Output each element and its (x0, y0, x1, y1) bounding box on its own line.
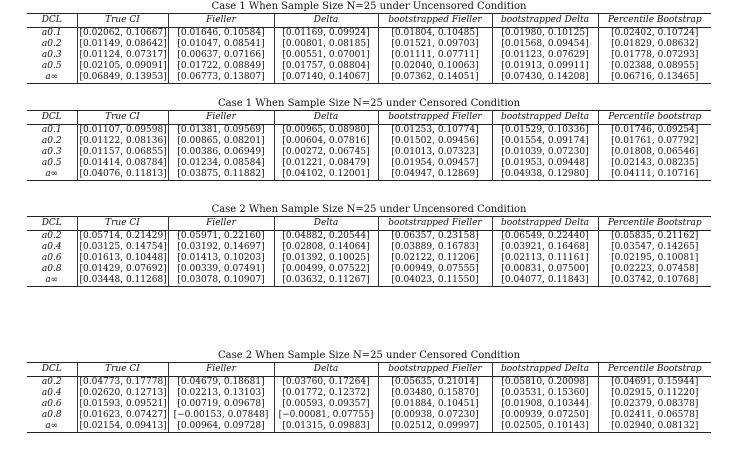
column-header: bootstrapped Delta (492, 217, 598, 231)
table-caption: Case 2 When Sample Size N=25 under Censored Condition (217, 350, 521, 361)
table-cell: [0.00637, 0.07166] (168, 50, 274, 61)
table-cell: [0.01568, 0.09454] (492, 39, 598, 50)
table-cell: [0.01221, 0.08479] (274, 158, 378, 169)
column-header: bootstrapped Delta (492, 363, 598, 377)
table-cell: [0.01980, 0.10125] (492, 28, 598, 40)
table-cell: [0.00949, 0.07555] (378, 264, 492, 275)
table-cell: [0.01047, 0.08541] (168, 39, 274, 50)
table-cell: [0.06849, 0.13953] (77, 72, 168, 84)
table-header-row (27, 217, 711, 231)
column-header: DCL (41, 364, 62, 374)
column-header: Percentile Bootstrap (598, 363, 711, 377)
table-cell: [0.02388, 0.08955] (598, 61, 711, 72)
table-cell: [0.05635, 0.21014] (378, 377, 492, 389)
row-label: a0.6 (41, 253, 62, 263)
column-header: Fieller (168, 363, 274, 377)
table-cell: [0.04773, 0.17778] (77, 377, 168, 389)
table-cell: [0.01593, 0.09521] (77, 399, 168, 410)
table-cell: [0.02062, 0.10667] (77, 28, 168, 40)
column-header: Fieller (168, 217, 274, 231)
table-header-row (27, 111, 711, 125)
row-label: a0.1 (41, 125, 62, 135)
row-label: a0.2 (41, 377, 62, 387)
table-cell: [0.04076, 0.11813] (77, 169, 168, 181)
row-label: a0.2 (41, 39, 62, 49)
table-cell: [0.00499, 0.07522] (274, 264, 378, 275)
table-cell: [0.03742, 0.10768] (598, 275, 711, 287)
table-row (27, 231, 711, 243)
table-cell: [0.02915, 0.11220] (598, 388, 711, 399)
row-label: a0.6 (41, 399, 62, 409)
table-cell: [0.00604, 0.07816] (274, 136, 378, 147)
table-cell: [0.00831, 0.07500] (492, 264, 598, 275)
table-cell: [0.00965, 0.08980] (274, 125, 378, 137)
table-cell: [0.00719, 0.09678] (168, 399, 274, 410)
table-row (27, 388, 711, 399)
table-cell: [0.07140, 0.14067] (274, 72, 378, 84)
table-cell: [0.05835, 0.21162] (598, 231, 711, 243)
column-header: DCL (41, 15, 62, 25)
table-row (27, 61, 711, 72)
table-row (27, 50, 711, 61)
table-cell: [0.02411, 0.06578] (598, 410, 711, 421)
table-cell: [0.04679, 0.18681] (168, 377, 274, 389)
table-cell: [0.01122, 0.08136] (77, 136, 168, 147)
column-header: Delta (274, 14, 378, 28)
row-label: a0.1 (41, 28, 62, 38)
table-row (27, 242, 711, 253)
table-cell: [0.01502, 0.09456] (378, 136, 492, 147)
row-label: a0.8 (41, 410, 62, 420)
table-row (27, 125, 711, 137)
table-cell: [0.03632, 0.11267] (274, 275, 378, 287)
table-cell: [0.02105, 0.09091] (77, 61, 168, 72)
table-cell: [0.03875, 0.11882] (168, 169, 274, 181)
table-cell: [0.01884, 0.10451] (378, 399, 492, 410)
row-label: a0.3 (41, 50, 62, 60)
table-cell: [0.01521, 0.09703] (378, 39, 492, 50)
table-case1-censored (27, 98, 711, 181)
table-cell: [0.03078, 0.10907] (168, 275, 274, 287)
table-cell: [0.01646, 0.10584] (168, 28, 274, 40)
table-cell: [0.03125, 0.14754] (77, 242, 168, 253)
table-cell: [0.04947, 0.12869] (378, 169, 492, 181)
table-cell: [0.00939, 0.07250] (492, 410, 598, 421)
table-cell: [0.06549, 0.22440] (492, 231, 598, 243)
table-cell: [0.05714, 0.21429] (77, 231, 168, 243)
table-cell: [0.00386, 0.06949] (168, 147, 274, 158)
table-cell: [0.01414, 0.08784] (77, 158, 168, 169)
table-cell: [0.00964, 0.09728] (168, 421, 274, 433)
table-cell: [0.03480, 0.15870] (378, 388, 492, 399)
table-cell: [0.03448, 0.11268] (77, 275, 168, 287)
table-cell: [0.04102, 0.12001] (274, 169, 378, 181)
table-caption: Case 2 When Sample Size N=25 under Uncensored Condition (211, 204, 527, 215)
table-cell: [0.01808, 0.06546] (598, 147, 711, 158)
column-header: bootstrapped Fieller (378, 217, 492, 231)
table-cell: [0.01804, 0.10485] (378, 28, 492, 40)
column-header: Percentile Bootstrap (598, 14, 711, 28)
row-label: a∞ (45, 275, 59, 285)
table-row (27, 136, 711, 147)
table-cell: [0.02113, 0.11161] (492, 253, 598, 264)
table-case2-censored (27, 350, 711, 433)
column-header: True CI (77, 217, 168, 231)
table-row (27, 421, 711, 433)
row-label: a0.4 (41, 242, 62, 252)
table-case2-uncensored (27, 204, 711, 287)
column-header: DCL (41, 112, 62, 122)
table-row (27, 275, 711, 287)
table-row (27, 253, 711, 264)
table-cell: [0.01381, 0.09569] (168, 125, 274, 137)
table-cell: [0.01757, 0.08804] (274, 61, 378, 72)
column-header: True CI (77, 363, 168, 377)
table-cell: [0.01761, 0.07792] (598, 136, 711, 147)
table-cell: [0.01954, 0.09457] (378, 158, 492, 169)
table-cell: [0.03547, 0.14265] (598, 242, 711, 253)
table-cell: [0.01107, 0.09598] (77, 125, 168, 137)
table-cell: [0.02940, 0.08132] (598, 421, 711, 433)
table-cell: [0.02122, 0.11206] (378, 253, 492, 264)
table-row (27, 399, 711, 410)
table-cell: [0.02505, 0.10143] (492, 421, 598, 433)
table-cell: [0.04882, 0.20544] (274, 231, 378, 243)
table-cell: [0.01429, 0.07692] (77, 264, 168, 275)
table-cell: [0.01157, 0.06855] (77, 147, 168, 158)
table-cell: [0.01124, 0.07317] (77, 50, 168, 61)
column-header: DCL (41, 218, 62, 228)
row-label: a0.5 (41, 158, 62, 168)
ci-table (27, 110, 711, 181)
table-cell: [0.01111, 0.07711] (378, 50, 492, 61)
table-row (27, 72, 711, 84)
table-cell: [0.01746, 0.09254] (598, 125, 711, 137)
table-cell: [0.01722, 0.08849] (168, 61, 274, 72)
column-header: Percentile Bootstrap (598, 217, 711, 231)
ci-table (27, 216, 711, 287)
table-cell: [0.01392, 0.10025] (274, 253, 378, 264)
column-header: bootstrapped Fieller (378, 363, 492, 377)
table-cell: [0.01772, 0.12372] (274, 388, 378, 399)
table-cell: [0.01778, 0.07293] (598, 50, 711, 61)
table-cell: [0.02040, 0.10063] (378, 61, 492, 72)
table-cell: [0.00551, 0.07001] (274, 50, 378, 61)
table-cell: [0.06357, 0.23158] (378, 231, 492, 243)
table-row (27, 28, 711, 40)
table-cell: [0.01908, 0.10344] (492, 399, 598, 410)
table-cell: [0.01315, 0.09883] (274, 421, 378, 433)
table-cell: [−0.00081, 0.07755] (274, 410, 378, 421)
row-label: a0.4 (41, 388, 62, 398)
table-cell: [0.02143, 0.08235] (598, 158, 711, 169)
table-cell: [0.00938, 0.07230] (378, 410, 492, 421)
row-label: a0.2 (41, 136, 62, 146)
ci-table (27, 362, 711, 433)
row-label: a∞ (45, 72, 59, 82)
table-case1-uncensored (27, 1, 711, 84)
table-cell: [0.04023, 0.11550] (378, 275, 492, 287)
table-cell: [0.01013, 0.07323] (378, 147, 492, 158)
table-row (27, 158, 711, 169)
table-cell: [0.02379, 0.08378] (598, 399, 711, 410)
table-cell: [0.02512, 0.09997] (378, 421, 492, 433)
table-cell: [0.02620, 0.12713] (77, 388, 168, 399)
table-cell: [0.05810, 0.20098] (492, 377, 598, 389)
table-row (27, 264, 711, 275)
table-cell: [0.01253, 0.10774] (378, 125, 492, 137)
table-cell: [0.00272, 0.06745] (274, 147, 378, 158)
table-cell: [0.06773, 0.13807] (168, 72, 274, 84)
column-header: Fieller (168, 111, 274, 125)
table-cell: [0.01039, 0.07230] (492, 147, 598, 158)
table-cell: [0.02195, 0.10081] (598, 253, 711, 264)
row-label: a0.3 (41, 147, 62, 157)
column-header: bootstrapped Fieller (378, 111, 492, 125)
table-cell: [0.03192, 0.14697] (168, 242, 274, 253)
table-cell: [0.01829, 0.08632] (598, 39, 711, 50)
table-cell: [0.01554, 0.09174] (492, 136, 598, 147)
table-cell: [0.02154, 0.09413] (77, 421, 168, 433)
table-cell: [0.02213, 0.13103] (168, 388, 274, 399)
table-cell: [−0.00153, 0.07848] (168, 410, 274, 421)
table-cell: [0.00801, 0.08185] (274, 39, 378, 50)
table-cell: [0.01169, 0.09924] (274, 28, 378, 40)
column-header: Delta (274, 111, 378, 125)
table-row (27, 377, 711, 389)
table-row (27, 39, 711, 50)
table-cell: [0.05971, 0.22160] (168, 231, 274, 243)
table-cell: [0.04938, 0.12980] (492, 169, 598, 181)
row-label: a∞ (45, 421, 59, 431)
table-cell: [0.00865, 0.08201] (168, 136, 274, 147)
column-header: Percentile bootstrap (598, 111, 711, 125)
row-label: a∞ (45, 169, 59, 179)
table-cell: [0.02402, 0.10724] (598, 28, 711, 40)
column-header: Delta (274, 363, 378, 377)
column-header: bootstrapped Fieller (378, 14, 492, 28)
table-caption: Case 1 When Sample Size N=25 under Uncensored Condition (211, 1, 527, 12)
table-cell: [0.03760, 0.17264] (274, 377, 378, 389)
table-cell: [0.03921, 0.16468] (492, 242, 598, 253)
table-cell: [0.01234, 0.08584] (168, 158, 274, 169)
row-label: a0.2 (41, 231, 62, 241)
table-cell: [0.01953, 0.09448] (492, 158, 598, 169)
table-cell: [0.00339, 0.07491] (168, 264, 274, 275)
table-row (27, 169, 711, 181)
table-header-row (27, 363, 711, 377)
table-cell: [0.07362, 0.14051] (378, 72, 492, 84)
table-cell: [0.02808, 0.14064] (274, 242, 378, 253)
row-label: a0.8 (41, 264, 62, 274)
table-cell: [0.01623, 0.07427] (77, 410, 168, 421)
column-header: Fieller (168, 14, 274, 28)
ci-table (27, 13, 711, 84)
column-header: bootstrapped Delta (492, 111, 598, 125)
column-header: True CI (77, 111, 168, 125)
table-cell: [0.07430, 0.14208] (492, 72, 598, 84)
table-cell: [0.01149, 0.08642] (77, 39, 168, 50)
table-cell: [0.04691, 0.15944] (598, 377, 711, 389)
table-cell: [0.01529, 0.10336] (492, 125, 598, 137)
column-header: Delta (274, 217, 378, 231)
table-cell: [0.01123, 0.07629] (492, 50, 598, 61)
table-row (27, 410, 711, 421)
table-cell: [0.04111, 0.10716] (598, 169, 711, 181)
table-row (27, 147, 711, 158)
table-header-row (27, 14, 711, 28)
column-header: bootstrapped Delta (492, 14, 598, 28)
table-cell: [0.01613, 0.10448] (77, 253, 168, 264)
table-cell: [0.02223, 0.07458] (598, 264, 711, 275)
table-cell: [0.04077, 0.11843] (492, 275, 598, 287)
table-cell: [0.06716, 0.13465] (598, 72, 711, 84)
table-cell: [0.01913, 0.09911] (492, 61, 598, 72)
table-cell: [0.03531, 0.15360] (492, 388, 598, 399)
table-cell: [0.00593, 0.09357] (274, 399, 378, 410)
table-caption: Case 1 When Sample Size N=25 under Censored Condition (217, 98, 521, 109)
row-label: a0.5 (41, 61, 62, 71)
column-header: True CI (77, 14, 168, 28)
table-cell: [0.03889, 0.16783] (378, 242, 492, 253)
table-cell: [0.01413, 0.10203] (168, 253, 274, 264)
